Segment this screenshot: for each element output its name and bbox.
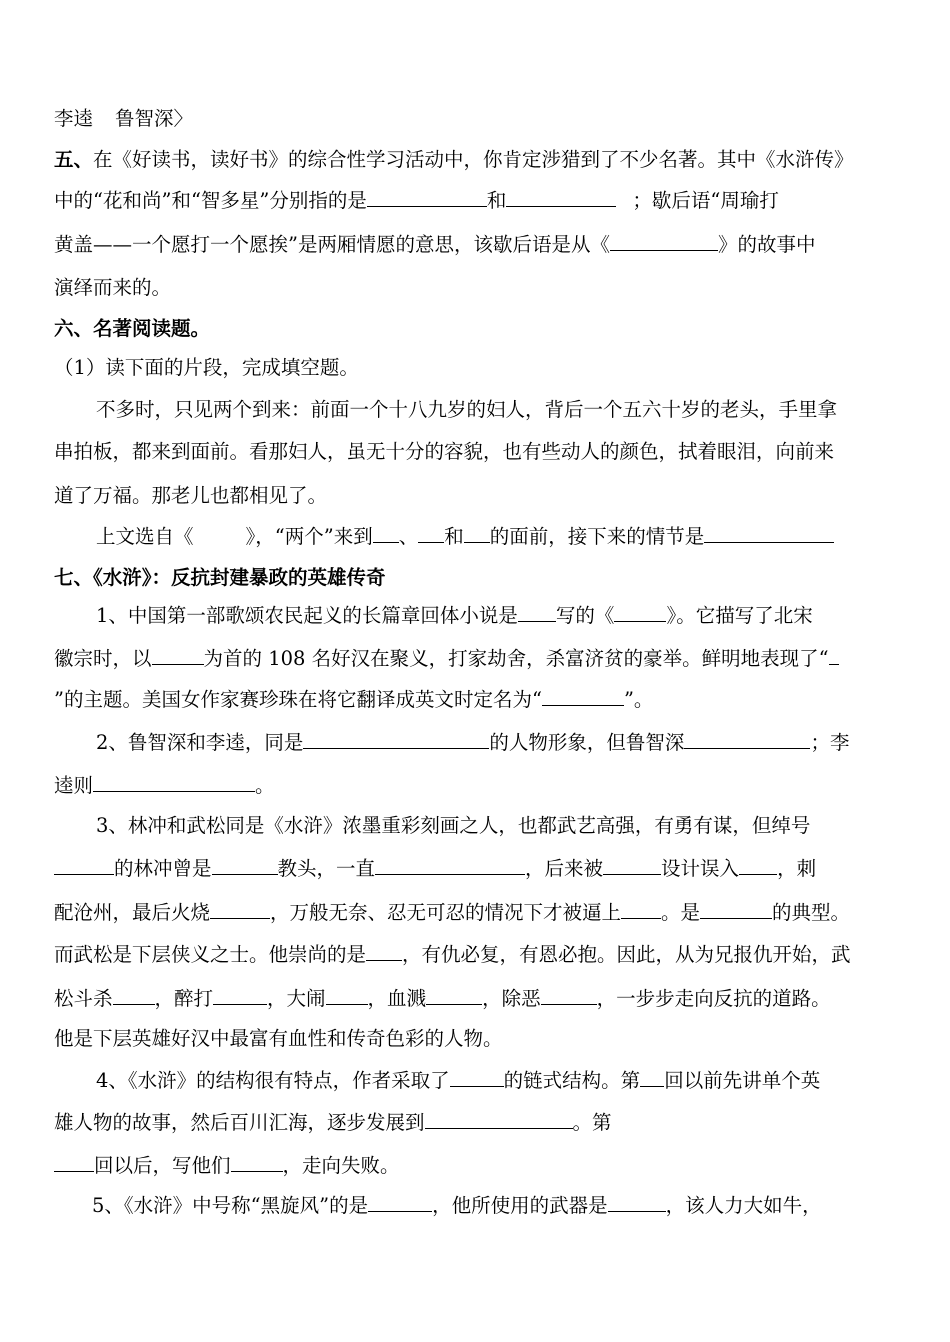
text: 。是 [661,901,701,924]
answer-blank[interactable] [368,1192,432,1212]
text: ，万般无奈、忍无可忍的情况下才被逼上 [270,901,622,924]
text: 鲁智深〉 [115,107,194,130]
answer-blank[interactable] [621,899,661,919]
answer-blank[interactable] [152,645,204,665]
text: 。 [255,774,275,797]
text: 回以前先讲单个英 [664,1069,821,1092]
text: 》。它描写了北宋 [666,604,813,627]
answer-blank[interactable] [231,1152,283,1172]
text: 2、鲁智深和李逵，同是 [96,731,304,754]
text: ；李 [810,731,850,754]
text: ，走向失败。 [282,1154,400,1177]
text: 》，“两个”来到 [245,525,373,548]
answer-blank[interactable] [700,899,772,919]
answer-blank[interactable] [418,523,444,543]
text: 逵则 [54,774,94,797]
section-5-line-1 [54,147,854,173]
text: 和 [486,189,507,212]
answer-blank[interactable] [373,523,399,543]
text: ，他所使用的武器是 [432,1194,608,1217]
text: 中的“花和尚”和“智多星”分别指的是 [54,189,367,212]
answer-blank[interactable] [375,855,525,875]
answer-blank[interactable] [303,729,489,749]
item-1-line-3 [54,686,653,713]
text: 回以后，写他们 [94,1154,231,1177]
section-heading: 七、《水浒》：反抗封建暴政的英雄传奇 [54,566,386,589]
text: ，有仇必复，有恩必抱。因此，从为兄报仇开始，武 [402,943,851,966]
answer-blank[interactable] [212,855,278,875]
text: 雄人物的故事，然后百川汇海，逐步发展到 [54,1111,425,1134]
text: 4、《水浒》的结构很有特点，作者采取了 [96,1069,450,1092]
sub-question: （1）读下面的片段，完成填空题。 [54,356,359,379]
answer-blank[interactable] [464,523,490,543]
answer-blank[interactable] [54,1152,94,1172]
text: 李逵 [54,107,94,130]
text: 的典型。 [772,901,851,924]
answer-blank[interactable] [506,187,616,207]
item-4-line-1 [96,1067,820,1094]
text: 为首的 108 名好汉在聚义，打家劫舍，杀富济贫的豪举。鲜明地表现了“ [203,647,829,670]
answer-blank[interactable] [541,985,597,1005]
answer-blank[interactable] [603,855,661,875]
text: ，刺 [777,857,817,880]
text: 》的故事中 [717,233,816,256]
item-4-line-2 [54,1109,612,1136]
question-line [96,523,834,550]
item-1-line-2 [54,645,839,672]
answer-blank[interactable] [93,772,255,792]
item-3-line-5 [54,985,831,1012]
text: ，一步步走向反抗的道路。 [596,987,831,1010]
text: 而武松是下层侠义之士。他崇尚的是 [54,943,367,966]
text: 、 [398,525,419,548]
item-3-line-3 [54,899,850,926]
item-2-line-1 [96,729,849,756]
text: ”。 [623,688,654,711]
text: 徽宗时，以 [54,647,152,670]
section-heading: 六、名著阅读题。 [54,317,211,340]
excerpt-line: 道了万福。那老儿也都相见了。 [54,484,328,507]
text: ，血溅 [367,987,427,1010]
text: 的林冲曾是 [114,857,212,880]
text: 上文选自《 [96,525,194,548]
answer-blank[interactable] [113,985,155,1005]
text: 设计误入 [661,857,740,880]
answer-blank[interactable] [426,985,482,1005]
section-5-line-2 [54,187,779,214]
item-3-line-1: 3、林冲和武松同是《水浒》浓墨重彩刻画之人，也都武艺高强，有勇有谋，但绰号 [96,814,811,837]
answer-blank[interactable] [610,231,718,251]
text: 和 [444,525,464,548]
answer-blank[interactable] [739,855,777,875]
item-1-line-1 [96,602,813,629]
answer-blank[interactable] [450,1067,504,1087]
text: 5、《水浒》中号称“黑旋风”的是 [92,1194,369,1217]
answer-blank[interactable] [542,686,624,706]
text: 演绎而来的。 [54,276,172,299]
excerpt-line: 串拍板，都来到面前。看那妇人，虽无十分的容貌，也有些动人的颜色，拭着眼泪，向前来 [54,440,835,463]
text: 1、中国第一部歌颂农民起义的长篇章回体小说是 [96,604,518,627]
answer-blank[interactable] [640,1067,664,1087]
item-3-line-2 [54,855,816,882]
excerpt-line: 不多时，只见两个到来：前面一个十八九岁的妇人，背后一个五六十岁的老头，手里拿 [96,398,838,421]
answer-blank[interactable] [213,985,267,1005]
answer-blank[interactable] [518,602,556,622]
text: 的面前，接下来的情节是 [489,525,705,548]
item-3-line-4 [54,941,851,968]
answer-blank[interactable] [366,941,402,961]
answer-blank[interactable] [829,645,839,665]
section-5-line-3 [54,231,816,258]
text: 松斗杀 [54,987,113,1010]
answer-blank[interactable] [326,985,368,1005]
text: 教头，一直 [277,857,376,880]
item-2-line-2 [54,772,275,799]
answer-blank[interactable] [425,1109,573,1129]
text: ，大闹 [267,987,326,1010]
text: 写的《 [555,604,615,627]
text: ，醉打 [154,987,214,1010]
text: 配沧州，最后火烧 [54,901,211,924]
answer-blank[interactable] [54,855,114,875]
answer-blank[interactable] [684,729,810,749]
answer-blank[interactable] [608,1192,666,1212]
text: 在《好读书，读好书》的综合性学习活动中，你肯定涉猎到了不少名著。其中《水浒传》 [93,148,854,171]
text: ”的主题。美国女作家赛珍珠在将它翻译成英文时定名为“ [54,688,542,711]
answer-blank[interactable] [704,523,834,543]
item-3-line-6: 他是下层英雄好汉中最富有血性和传奇色彩的人物。 [54,1027,503,1050]
item-4-line-3 [54,1152,400,1179]
section-heading: 五、 [54,148,94,171]
answer-blank[interactable] [614,602,666,622]
text: 。第 [572,1111,612,1134]
text: 的人物形象，但鲁智深 [489,731,685,754]
text: ，后来被 [525,857,604,880]
answer-blank[interactable] [210,899,270,919]
text: ，除恶 [482,987,541,1010]
answer-blank[interactable] [367,187,487,207]
text: 的链式结构。第 [503,1069,641,1092]
item-5-line-1 [92,1192,822,1219]
text: 黄盖——一个愿打一个愿挨”是两厢情愿的意思，该歇后语是从《 [54,233,610,256]
text: ，该人力大如牛， [665,1194,822,1217]
answer-hint-line [54,106,193,132]
text: ；歇后语“周瑜打 [632,189,779,212]
